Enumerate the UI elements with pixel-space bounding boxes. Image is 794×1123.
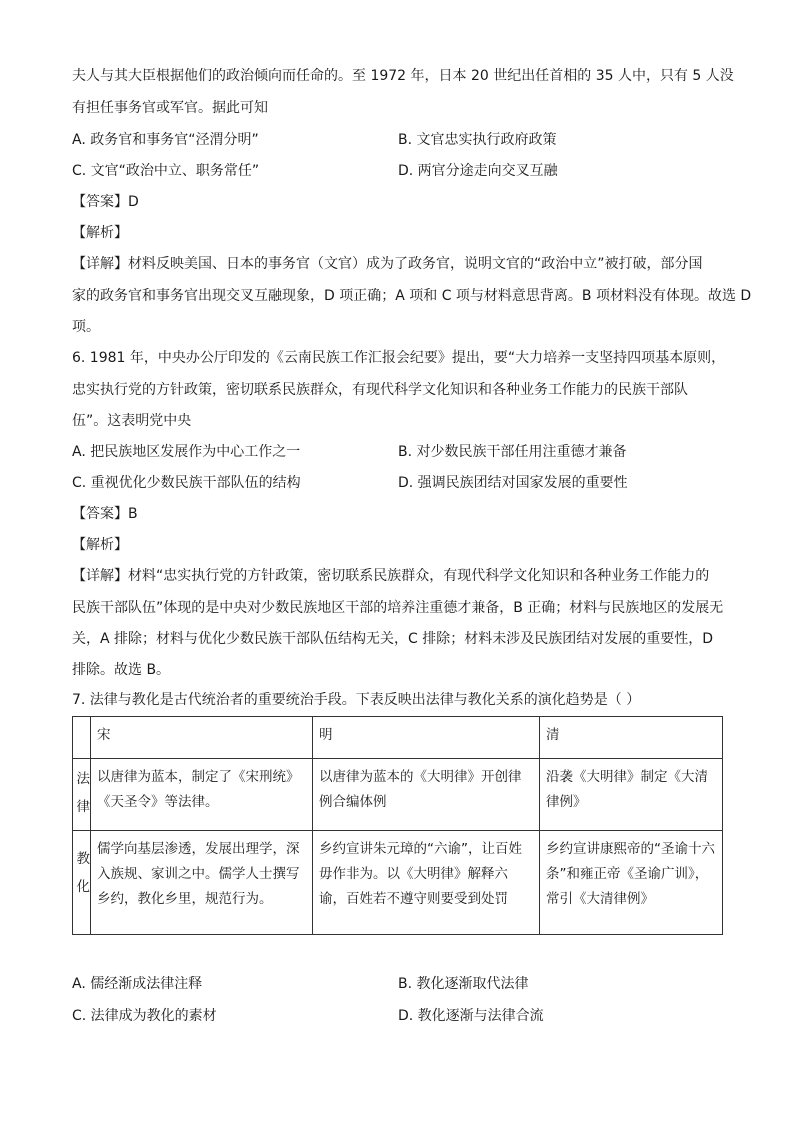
q7-stem: 7. 法律与教化是古代统治者的重要统治手段。下表反映出法律与教化关系的演化趋势是（ ） xyxy=(72,692,641,708)
q7-table-corner xyxy=(73,717,91,759)
q5-option-b: B. 文官忠实执行政府政策 xyxy=(398,132,557,148)
q7-table-cell-edu-ming: 乡约宣讲朱元璋的“六谕”，让百姓毋作非为。以《大明律》解释六谕，百姓若不遵守则要受到处罚 xyxy=(313,831,540,935)
q6-detail-line-4: 排除。故选 B。 xyxy=(72,662,171,678)
q5-detail-line-3: 项。 xyxy=(72,319,100,335)
q5-option-d: D. 两官分途走向交叉互融 xyxy=(398,163,558,179)
q7-table-header-qing: 清 xyxy=(540,717,723,759)
q7-option-d: D. 教化逐渐与法律合流 xyxy=(398,1008,544,1024)
q5-stem-line-1: 夫人与其大臣根据他们的政治倾向而任命的。至 1972 年，日本 20 世纪出任首相的 35 人中，只有 5 人没 xyxy=(72,68,734,84)
q5-detail-line-2: 家的政务官和事务官出现交叉互融现象，D 项正确；A 项和 C 项与材料意思背离。B 项材料没有体现。故选 D xyxy=(72,288,752,304)
q6-detail-line-3: 关，A 排除；材料与优化少数民族干部队伍结构无关，C 排除；材料未涉及民族团结对发展的重要性，D xyxy=(72,631,714,647)
q6-detail-line-1: 【详解】材料“忠实执行党的方针政策，密切联系民族群众，有现代科学文化知识和各种业务工作能力的 xyxy=(72,568,710,584)
q6-detail-line-2: 民族干部队伍”体现的是中央对少数民族地区干部的培养注重德才兼备，B 正确；材料与民族地区的发展无 xyxy=(72,600,724,616)
q5-detail-line-1: 【详解】材料反映美国、日本的事务官（文官）成为了政务官，说明文官的“政治中立”被打破，部分国 xyxy=(72,256,703,272)
q7-table-header-song: 宋 xyxy=(91,717,313,759)
q7-table-cell-law-qing: 沿袭《大明律》制定《大清律例》 xyxy=(540,759,723,831)
q5-option-a: A. 政务官和事务官“泾渭分明” xyxy=(72,132,259,148)
q6-stem-line-2: 忠实执行党的方针政策，密切联系民族群众，有现代科学文化知识和各种业务工作能力的民族干部队 xyxy=(72,382,688,398)
q5-stem-line-2: 有担任事务官或军官。据此可知 xyxy=(72,100,268,116)
q7-option-c: C. 法律成为教化的素材 xyxy=(72,1008,217,1024)
q7-table-cell-law-ming: 以唐律为蓝本的《大明律》开创律例合编体例 xyxy=(313,759,540,831)
q5-analysis-heading: 【解析】 xyxy=(72,225,128,241)
q7-table xyxy=(72,716,723,935)
q6-stem-line-1: 6. 1981 年，中央办公厅印发的《云南民族工作汇报会纪要》提出，要“大力培养一支坚持四项基本原则， xyxy=(72,350,726,366)
q6-answer: 【答案】B xyxy=(72,506,138,522)
q7-option-b: B. 教化逐渐取代法律 xyxy=(398,976,529,992)
q7-table-cell-edu-song: 儒学向基层渗透，发展出理学，深入族规、家训之中。儒学人士撰写乡约，教化乡里，规范行为。 xyxy=(91,831,313,935)
q6-analysis-heading: 【解析】 xyxy=(72,537,128,553)
q7-table-header-row xyxy=(73,717,723,759)
q6-option-a: A. 把民族地区发展作为中心工作之一 xyxy=(72,444,301,460)
q7-table-law-row xyxy=(73,759,723,831)
q6-option-b: B. 对少数民族干部任用注重德才兼备 xyxy=(398,444,627,460)
q6-option-d: D. 强调民族团结对国家发展的重要性 xyxy=(398,475,628,491)
q6-stem-line-3: 伍”。这表明党中央 xyxy=(72,413,192,429)
q7-option-a: A. 儒经渐成法律注释 xyxy=(72,976,203,992)
q7-table-row-label-education: 教化 xyxy=(73,831,91,935)
q5-option-c: C. 文官“政治中立、职务常任” xyxy=(72,163,260,179)
q7-table-header-ming: 明 xyxy=(313,717,540,759)
q7-table-row-label-law: 法律 xyxy=(73,759,91,831)
q7-table-education-row xyxy=(73,831,723,935)
q6-option-c: C. 重视优化少数民族干部队伍的结构 xyxy=(72,475,301,491)
q7-table-cell-law-song: 以唐律为蓝本，制定了《宋刑统》《天圣令》等法律。 xyxy=(91,759,313,831)
q7-table-cell-edu-qing: 乡约宣讲康熙帝的“圣谕十六条”和雍正帝《圣谕广训》，常引《大清律例》 xyxy=(540,831,723,935)
q5-answer: 【答案】D xyxy=(72,194,139,210)
